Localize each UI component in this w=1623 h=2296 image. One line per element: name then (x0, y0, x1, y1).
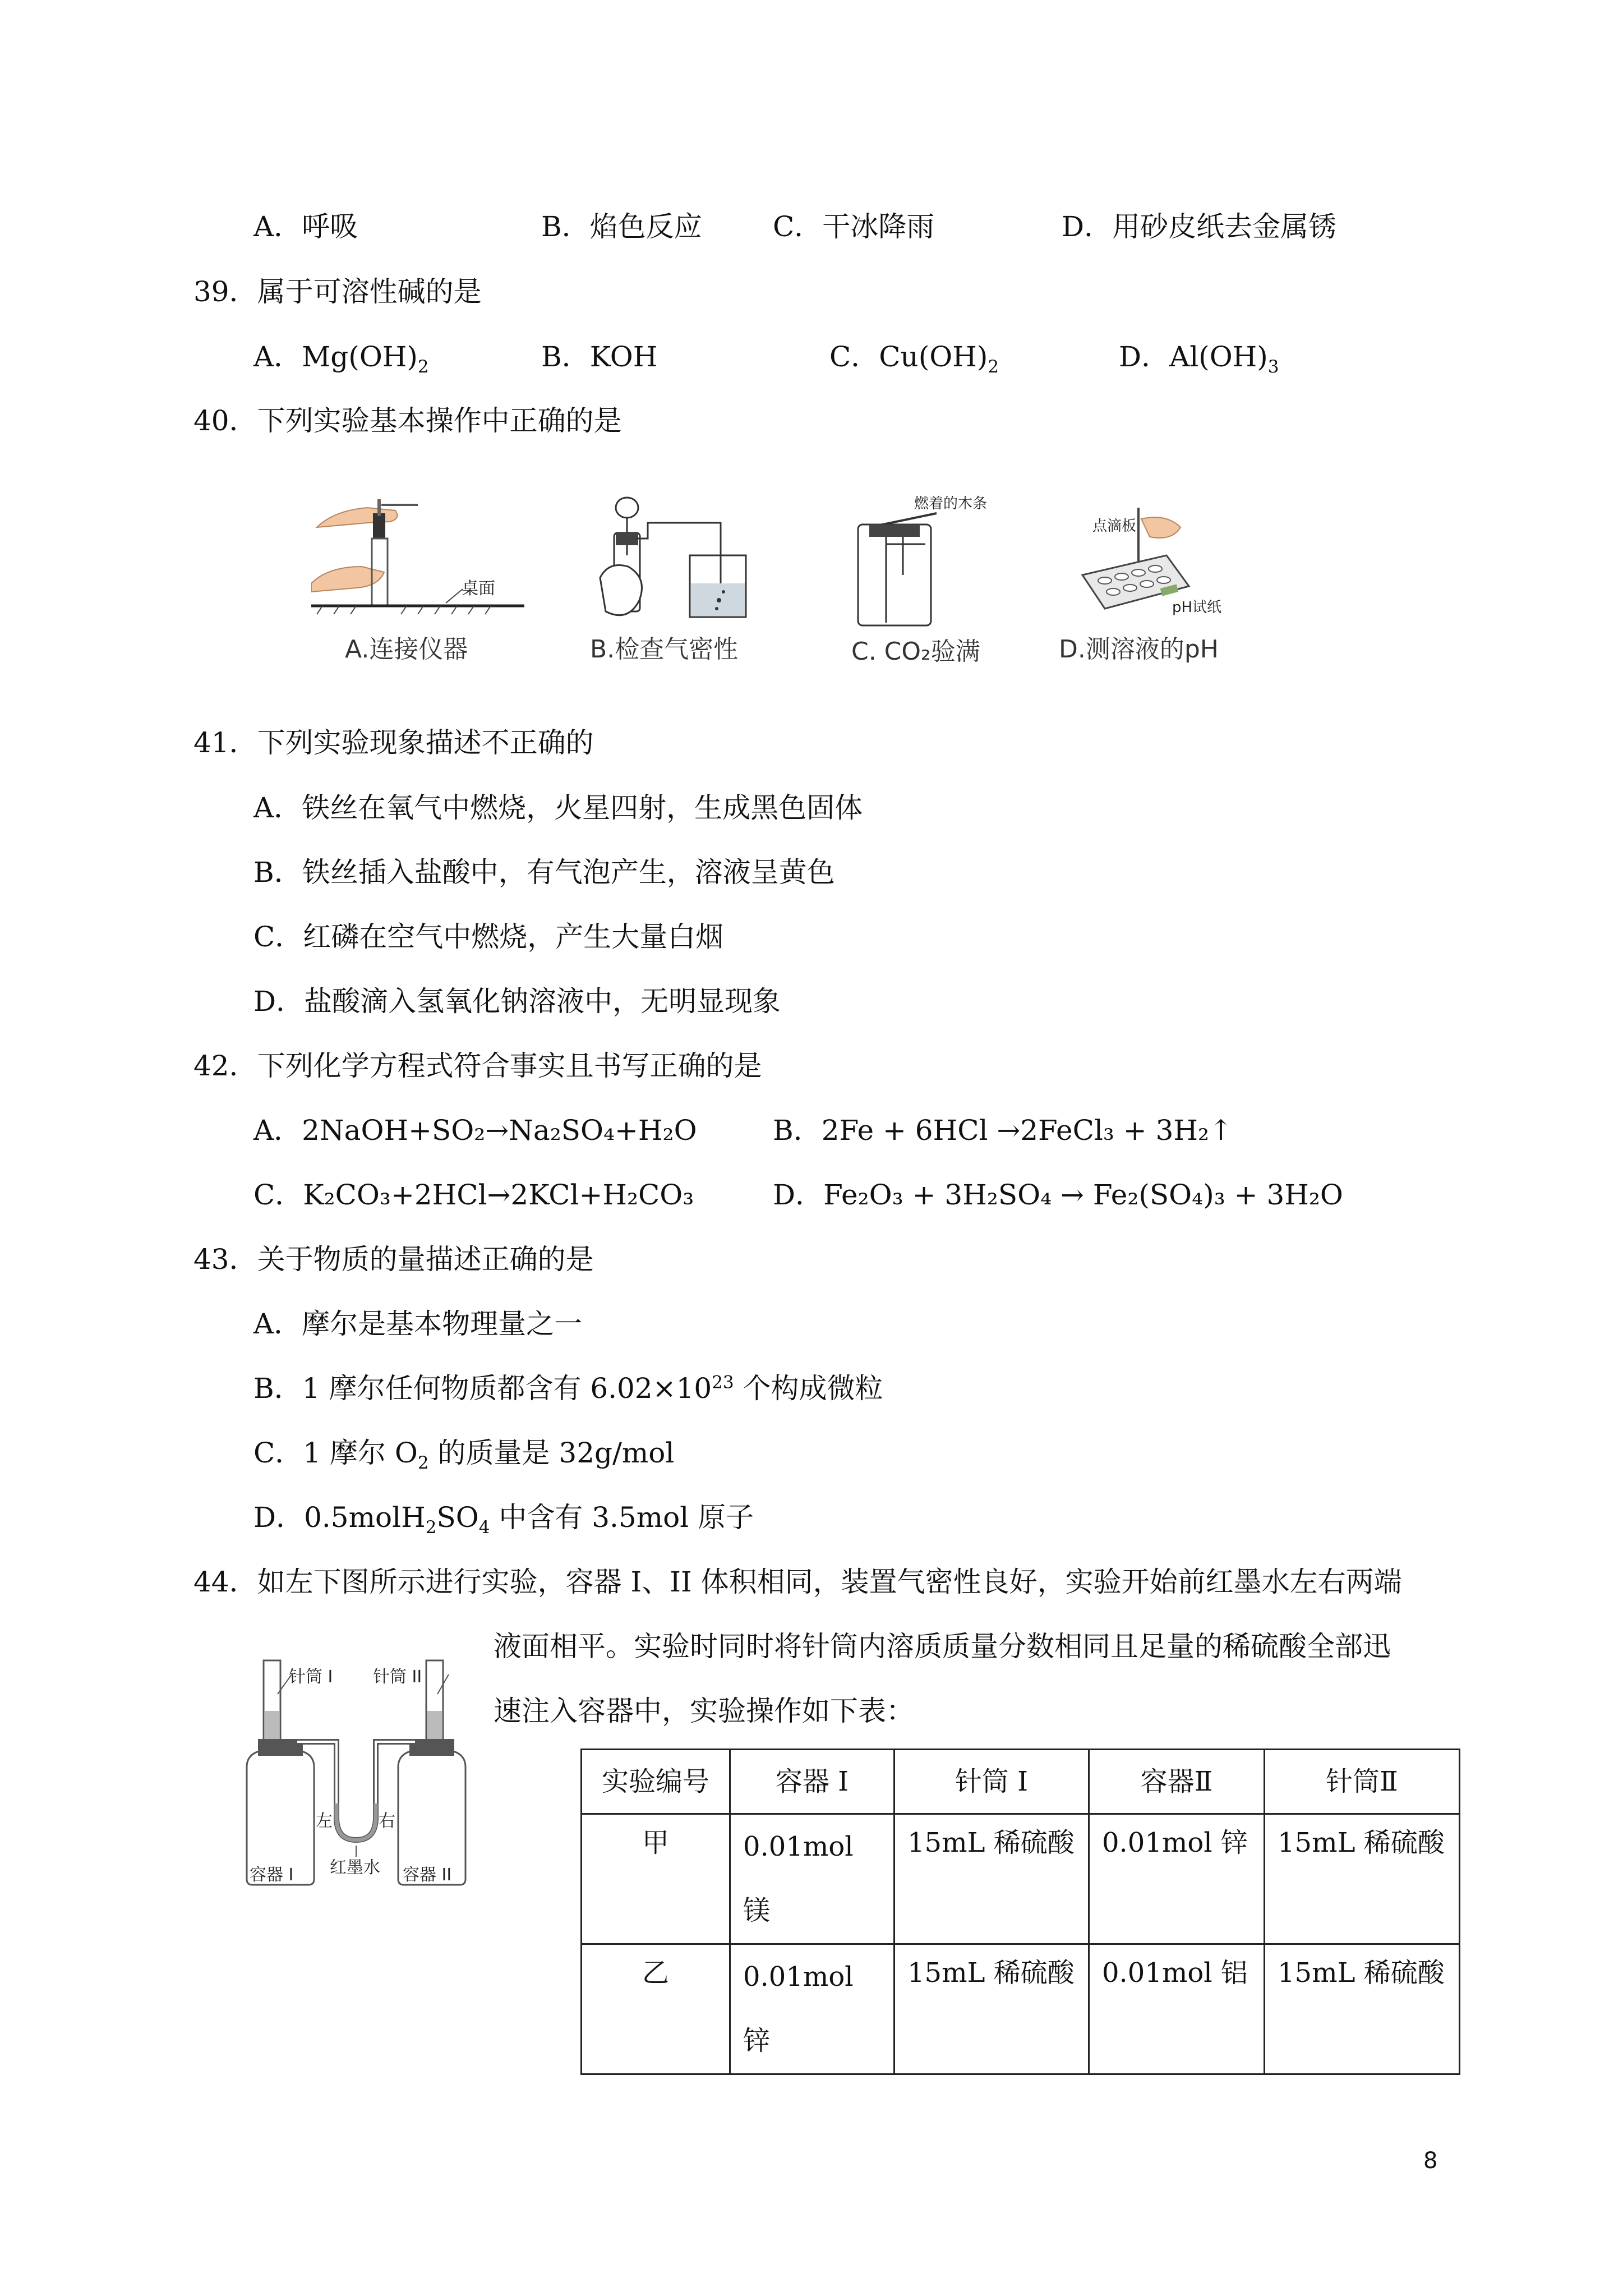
q42-option-b: B．2Fe + 6HCl →2FeCl₃ + 3H₂↑ (773, 1114, 1233, 1147)
red-ink-label: 红墨水 (330, 1858, 380, 1878)
left-label: 左 (316, 1811, 333, 1831)
row-syringe-ii: 15mL 稀硫酸 (1278, 1957, 1445, 1989)
q44-text-line1: 44．如左下图所示进行实验，容器 I、II 体积相同，装置气密性良好，实验开始前红墨水左右两端 (193, 1566, 1402, 1598)
table-row (582, 1814, 1460, 1944)
figure-c-co2-check (852, 495, 1021, 631)
q41-option-c: C．红磷在空气中燃烧，产生大量白烟 (253, 921, 724, 953)
row-container-i-amount: 0.01mol (743, 1961, 854, 1993)
row-id: 甲 (642, 1827, 669, 1858)
row-syringe-i: 15mL 稀硫酸 (907, 1827, 1075, 1858)
q41-option-d: D．盐酸滴入氢氧化钠溶液中，无明显现象 (253, 985, 781, 1018)
row-container-i-metal: 锌 (743, 2025, 771, 2056)
row-container-i-amount: 0.01mol (743, 1831, 854, 1862)
row-syringe-i: 15mL 稀硫酸 (907, 1957, 1075, 1989)
figure-a-caption: A.连接仪器 (345, 635, 468, 664)
figure-a-connecting-apparatus (311, 488, 524, 623)
syringe-i-label: 针筒 I (289, 1667, 333, 1687)
q41-option-b: B．铁丝插入盐酸中，有气泡产生，溶液呈黄色 (253, 856, 835, 889)
page-number: 8 (1423, 2148, 1438, 2174)
figure-c-caption: C. CO₂验满 (851, 637, 980, 666)
q42-stem: 42．下列化学方程式符合事实且书写正确的是 (193, 1050, 762, 1082)
q38-option-d: D．用砂皮纸去金属锈 (1062, 210, 1337, 243)
q38-option-a: A．呼吸 (253, 210, 358, 243)
header-syringe-i: 针筒 I (955, 1766, 1029, 1797)
row-container-ii: 0.01mol 锌 (1102, 1827, 1248, 1858)
figure-d-caption: D.测溶液的pH (1059, 635, 1219, 664)
q39-option-c: C．$Cu(OH)_2$ (829, 341, 999, 377)
q41-stem: 41．下列实验现象描述不正确的 (193, 726, 594, 759)
q42-option-a: A．2NaOH+SO₂→Na₂SO₄+H₂O (253, 1114, 697, 1147)
header-experiment-id: 实验编号 (601, 1766, 709, 1797)
row-syringe-ii: 15mL 稀硫酸 (1278, 1827, 1445, 1858)
q43-option-c: C．1 摩尔 $O_2$ 的质量是 32g/mol (253, 1437, 675, 1473)
q42-option-c: C．K₂CO₃+2HCl→2KCl+H₂CO₃ (253, 1179, 694, 1211)
q41-option-a: A．铁丝在氧气中燃烧，火星四射，生成黑色固体 (253, 792, 863, 824)
q43-option-d: D．$0.5molH_2SO_4$ 中含有 3.5mol 原子 (253, 1501, 754, 1538)
q43-option-b: B．1 摩尔任何物质都含有 $6.02\times 10^{23}$ 个构成微粒 (253, 1372, 883, 1405)
q38-option-b: B．焰色反应 (541, 210, 702, 243)
q39-stem: 39．属于可溶性碱的是 (193, 275, 482, 308)
row-container-ii: 0.01mol 铝 (1102, 1957, 1248, 1989)
burning-stick-label: 燃着的木条 (914, 495, 988, 512)
container-i-label: 容器 I (250, 1865, 294, 1885)
desk-label: 桌面 (462, 579, 495, 599)
q44-text-line3: 速注入容器中，实验操作如下表： (494, 1695, 914, 1727)
ph-paper-label: pH试纸 (1172, 599, 1222, 616)
q38-option-c: C．干冰降雨 (773, 210, 935, 243)
q39-option-d: D．$Al(OH)_3$ (1119, 341, 1279, 377)
container-ii-label: 容器 II (403, 1865, 452, 1885)
spot-plate-label: 点滴板 (1092, 518, 1137, 535)
q44-text-line2: 液面相平。实验时同时将针筒内溶质质量分数相同且足量的稀硫酸全部迅 (494, 1630, 1391, 1663)
row-id: 乙 (642, 1957, 669, 1989)
figure-b-caption: B.检查气密性 (590, 635, 739, 664)
q43-option-a: A．摩尔是基本物理量之一 (253, 1308, 583, 1340)
header-container-i: 容器 I (775, 1766, 849, 1797)
header-container-ii: 容器Ⅱ (1140, 1766, 1213, 1797)
right-label: 右 (379, 1811, 395, 1831)
q40-stem: 40．下列实验基本操作中正确的是 (193, 404, 622, 437)
table-header-row (582, 1750, 1460, 1814)
q42-option-d: D．Fe₂O₃ + 3H₂SO₄ → Fe₂(SO₄)₃ + 3H₂O (773, 1179, 1343, 1211)
q39-option-a: A．$Mg(OH)_2$ (253, 341, 429, 377)
header-syringe-ii: 针筒Ⅱ (1326, 1766, 1398, 1797)
q44-apparatus-figure (236, 1655, 494, 1902)
q43-stem: 43．关于物质的量描述正确的是 (193, 1243, 594, 1276)
syringe-ii-label: 针筒 II (373, 1667, 422, 1687)
q39-option-b: B．KOH (541, 341, 658, 373)
figure-b-airtightness (594, 494, 751, 628)
table-row (582, 1944, 1460, 2074)
row-container-i-metal: 镁 (743, 1895, 771, 1926)
figure-d-ph-measure (1077, 502, 1223, 625)
experiment-table (580, 1749, 1460, 2075)
